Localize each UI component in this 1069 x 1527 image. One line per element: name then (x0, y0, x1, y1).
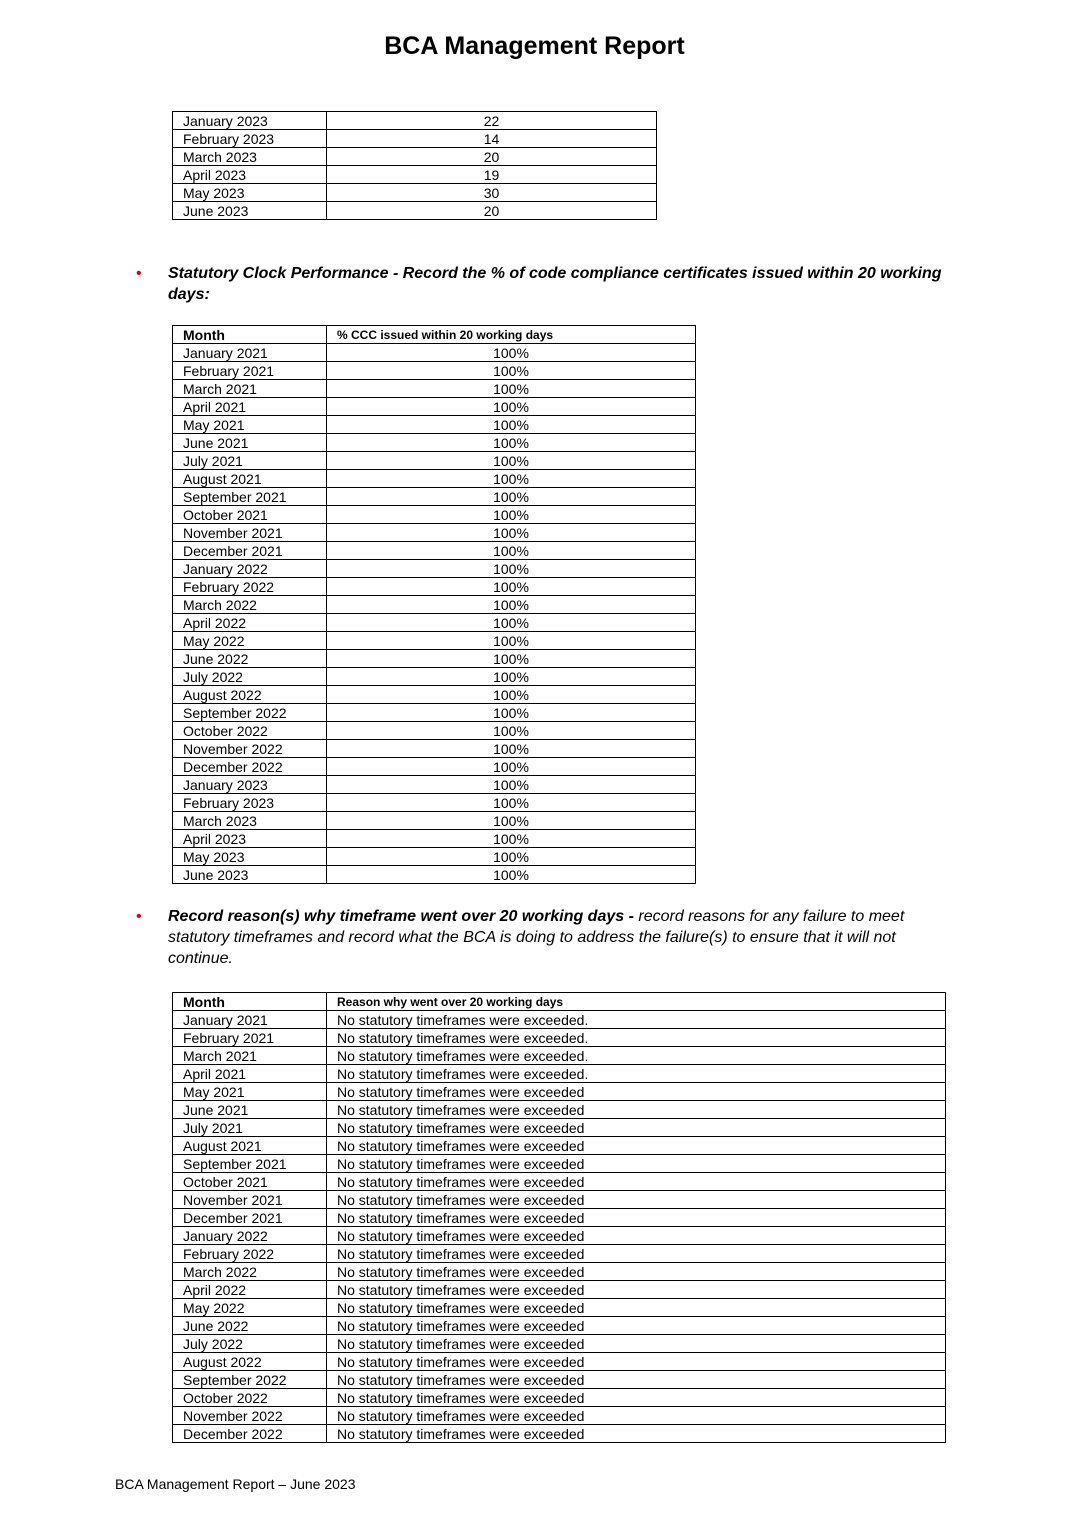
month-cell: November 2022 (173, 740, 327, 758)
table-row (173, 1083, 946, 1101)
table-row (173, 650, 696, 668)
month-cell: February 2022 (173, 1245, 327, 1263)
month-cell: December 2021 (173, 542, 327, 560)
month-cell: June 2021 (173, 1101, 327, 1119)
month-cell: June 2022 (173, 650, 327, 668)
month-cell: July 2022 (173, 668, 327, 686)
month-cell: June 2021 (173, 434, 327, 452)
month-cell: April 2022 (173, 614, 327, 632)
value-cell: 100% (327, 722, 696, 740)
timeframe-reason-bullet (136, 906, 958, 969)
table-row (173, 776, 696, 794)
month-cell: December 2022 (173, 1425, 327, 1443)
table-row (173, 560, 696, 578)
table-header-row (173, 326, 696, 344)
value-cell: No statutory timeframes were exceeded (327, 1245, 946, 1263)
value-cell: 100% (327, 362, 696, 380)
table-row (173, 596, 696, 614)
table-row (173, 148, 657, 166)
table-row (173, 1047, 946, 1065)
ccc-percentage-header: % CCC issued within 20 working days (327, 326, 696, 344)
value-cell: 22 (327, 112, 657, 130)
value-cell: No statutory timeframes were exceeded (327, 1371, 946, 1389)
value-cell: No statutory timeframes were exceeded (327, 1173, 946, 1191)
table-row (173, 1317, 946, 1335)
table-row (173, 704, 696, 722)
table-row (173, 1335, 946, 1353)
table-row (173, 794, 696, 812)
value-cell: No statutory timeframes were exceeded (327, 1407, 946, 1425)
table-row (173, 1263, 946, 1281)
value-cell: 100% (327, 830, 696, 848)
month-header: Month (173, 993, 327, 1011)
value-cell: No statutory timeframes were exceeded. (327, 1011, 946, 1029)
value-cell: No statutory timeframes were exceeded (327, 1227, 946, 1245)
month-cell: August 2022 (173, 686, 327, 704)
month-cell: June 2023 (173, 202, 327, 220)
value-cell: No statutory timeframes were exceeded (327, 1209, 946, 1227)
value-cell: No statutory timeframes were exceeded (327, 1101, 946, 1119)
table-row (173, 812, 696, 830)
value-cell: 100% (327, 812, 696, 830)
value-cell: 100% (327, 650, 696, 668)
value-cell: No statutory timeframes were exceeded. (327, 1047, 946, 1065)
table-row (173, 488, 696, 506)
value-cell: 19 (327, 166, 657, 184)
value-cell: No statutory timeframes were exceeded (327, 1119, 946, 1137)
value-cell: 100% (327, 560, 696, 578)
table-row (173, 202, 657, 220)
table-row (173, 740, 696, 758)
month-cell: November 2021 (173, 1191, 327, 1209)
table-row (173, 1407, 946, 1425)
month-cell: March 2021 (173, 380, 327, 398)
value-cell: 100% (327, 524, 696, 542)
value-cell: 100% (327, 848, 696, 866)
month-cell: May 2021 (173, 1083, 327, 1101)
month-cell: March 2022 (173, 596, 327, 614)
month-cell: January 2021 (173, 344, 327, 362)
value-cell: No statutory timeframes were exceeded (327, 1299, 946, 1317)
value-cell: 100% (327, 740, 696, 758)
table-row (173, 1245, 946, 1263)
table-row (173, 362, 696, 380)
value-cell: 100% (327, 614, 696, 632)
table-row (173, 1227, 946, 1245)
table-row (173, 470, 696, 488)
table-row (173, 416, 696, 434)
month-cell: September 2021 (173, 488, 327, 506)
month-cell: September 2021 (173, 1155, 327, 1173)
table-row (173, 452, 696, 470)
month-cell: September 2022 (173, 704, 327, 722)
table-row (173, 130, 657, 148)
table-row (173, 1119, 946, 1137)
ccc-percentage-table (172, 325, 696, 884)
value-cell: 100% (327, 704, 696, 722)
table-row (173, 1209, 946, 1227)
table-row (173, 1011, 946, 1029)
value-cell: 100% (327, 758, 696, 776)
value-cell: 100% (327, 578, 696, 596)
value-cell: No statutory timeframes were exceeded. (327, 1065, 946, 1083)
month-cell: April 2023 (173, 830, 327, 848)
table-row (173, 1155, 946, 1173)
month-cell: October 2022 (173, 1389, 327, 1407)
table-row (173, 830, 696, 848)
table-row (173, 1101, 946, 1119)
table-row (173, 434, 696, 452)
bullet-icon: • (136, 265, 142, 282)
page-footer: BCA Management Report – June 2023 (115, 1476, 356, 1492)
month-cell: July 2022 (173, 1335, 327, 1353)
month-cell: April 2023 (173, 166, 327, 184)
value-cell: 20 (327, 202, 657, 220)
value-cell: 20 (327, 148, 657, 166)
table-row (173, 668, 696, 686)
table-row (173, 614, 696, 632)
value-cell: No statutory timeframes were exceeded. (327, 1029, 946, 1047)
value-cell: 100% (327, 668, 696, 686)
table-row (173, 398, 696, 416)
value-cell: No statutory timeframes were exceeded (327, 1389, 946, 1407)
month-cell: May 2022 (173, 1299, 327, 1317)
value-cell: 14 (327, 130, 657, 148)
month-cell: March 2023 (173, 148, 327, 166)
month-cell: December 2021 (173, 1209, 327, 1227)
month-cell: January 2021 (173, 1011, 327, 1029)
table-row (173, 184, 657, 202)
month-cell: August 2022 (173, 1353, 327, 1371)
month-cell: October 2021 (173, 1173, 327, 1191)
month-cell: May 2022 (173, 632, 327, 650)
value-cell: No statutory timeframes were exceeded (327, 1353, 946, 1371)
table-row (173, 1425, 946, 1443)
value-cell: 100% (327, 434, 696, 452)
month-cell: February 2022 (173, 578, 327, 596)
month-cell: April 2021 (173, 1065, 327, 1083)
month-cell: August 2021 (173, 1137, 327, 1155)
reason-header: Reason why went over 20 working days (327, 993, 946, 1011)
timeframe-reason-description: record reasons for any failure to meet statutory timeframes and record what the BCA is doing to address the failure(s) to ensure that it will not continue. (168, 908, 905, 967)
month-cell: January 2023 (173, 112, 327, 130)
table-row (173, 686, 696, 704)
table-row (173, 1389, 946, 1407)
month-header: Month (173, 326, 327, 344)
month-cell: February 2023 (173, 130, 327, 148)
table-row (173, 1029, 946, 1047)
statutory-clock-heading: Statutory Clock Performance - Record the % of code compliance certificates issued within 20 working days: (168, 265, 942, 303)
table-row (173, 344, 696, 362)
month-cell: February 2021 (173, 362, 327, 380)
table-row (173, 758, 696, 776)
month-cell: March 2023 (173, 812, 327, 830)
value-cell: 100% (327, 686, 696, 704)
month-cell: October 2022 (173, 722, 327, 740)
table-row (173, 166, 657, 184)
month-cell: November 2022 (173, 1407, 327, 1425)
monthly-count-table (172, 111, 657, 220)
month-cell: April 2021 (173, 398, 327, 416)
value-cell: No statutory timeframes were exceeded (327, 1137, 946, 1155)
value-cell: 100% (327, 596, 696, 614)
value-cell: 100% (327, 380, 696, 398)
value-cell: 100% (327, 416, 696, 434)
table-row (173, 506, 696, 524)
bullet-icon: • (136, 908, 142, 925)
value-cell: 100% (327, 488, 696, 506)
value-cell: 30 (327, 184, 657, 202)
month-cell: February 2021 (173, 1029, 327, 1047)
table-row (173, 524, 696, 542)
month-cell: December 2022 (173, 758, 327, 776)
table-row (173, 380, 696, 398)
value-cell: 100% (327, 632, 696, 650)
table-row (173, 112, 657, 130)
value-cell: No statutory timeframes were exceeded (327, 1263, 946, 1281)
page-title: BCA Management Report (384, 32, 685, 60)
table-row (173, 1281, 946, 1299)
month-cell: August 2021 (173, 470, 327, 488)
table-row (173, 1191, 946, 1209)
value-cell: 100% (327, 344, 696, 362)
value-cell: 100% (327, 506, 696, 524)
table-header-row (173, 993, 946, 1011)
statutory-clock-bullet (136, 263, 958, 305)
table-row (173, 1173, 946, 1191)
month-cell: January 2023 (173, 776, 327, 794)
table-row (173, 1371, 946, 1389)
month-cell: October 2021 (173, 506, 327, 524)
value-cell: No statutory timeframes were exceeded (327, 1335, 946, 1353)
month-cell: November 2021 (173, 524, 327, 542)
table-row (173, 578, 696, 596)
table-row (173, 722, 696, 740)
value-cell: No statutory timeframes were exceeded (327, 1425, 946, 1443)
month-cell: February 2023 (173, 794, 327, 812)
month-cell: June 2022 (173, 1317, 327, 1335)
value-cell: 100% (327, 470, 696, 488)
timeframe-reason-heading: Record reason(s) why timeframe went over 20 working days - (168, 908, 634, 925)
month-cell: September 2022 (173, 1371, 327, 1389)
month-cell: June 2023 (173, 866, 327, 884)
table-row (173, 848, 696, 866)
month-cell: July 2021 (173, 452, 327, 470)
month-cell: January 2022 (173, 560, 327, 578)
value-cell: 100% (327, 794, 696, 812)
value-cell: No statutory timeframes were exceeded (327, 1191, 946, 1209)
month-cell: March 2022 (173, 1263, 327, 1281)
month-cell: April 2022 (173, 1281, 327, 1299)
table-row (173, 542, 696, 560)
month-cell: January 2022 (173, 1227, 327, 1245)
table-row (173, 866, 696, 884)
table-row (173, 632, 696, 650)
value-cell: 100% (327, 452, 696, 470)
month-cell: March 2021 (173, 1047, 327, 1065)
value-cell: 100% (327, 398, 696, 416)
month-cell: July 2021 (173, 1119, 327, 1137)
value-cell: No statutory timeframes were exceeded (327, 1317, 946, 1335)
table-row (173, 1353, 946, 1371)
value-cell: No statutory timeframes were exceeded (327, 1281, 946, 1299)
table-row (173, 1065, 946, 1083)
month-cell: May 2021 (173, 416, 327, 434)
table-row (173, 1137, 946, 1155)
month-cell: May 2023 (173, 848, 327, 866)
value-cell: 100% (327, 542, 696, 560)
table-row (173, 1299, 946, 1317)
month-cell: May 2023 (173, 184, 327, 202)
value-cell: 100% (327, 776, 696, 794)
value-cell: 100% (327, 866, 696, 884)
timeframe-reason-table (172, 992, 946, 1443)
value-cell: No statutory timeframes were exceeded (327, 1083, 946, 1101)
value-cell: No statutory timeframes were exceeded (327, 1155, 946, 1173)
